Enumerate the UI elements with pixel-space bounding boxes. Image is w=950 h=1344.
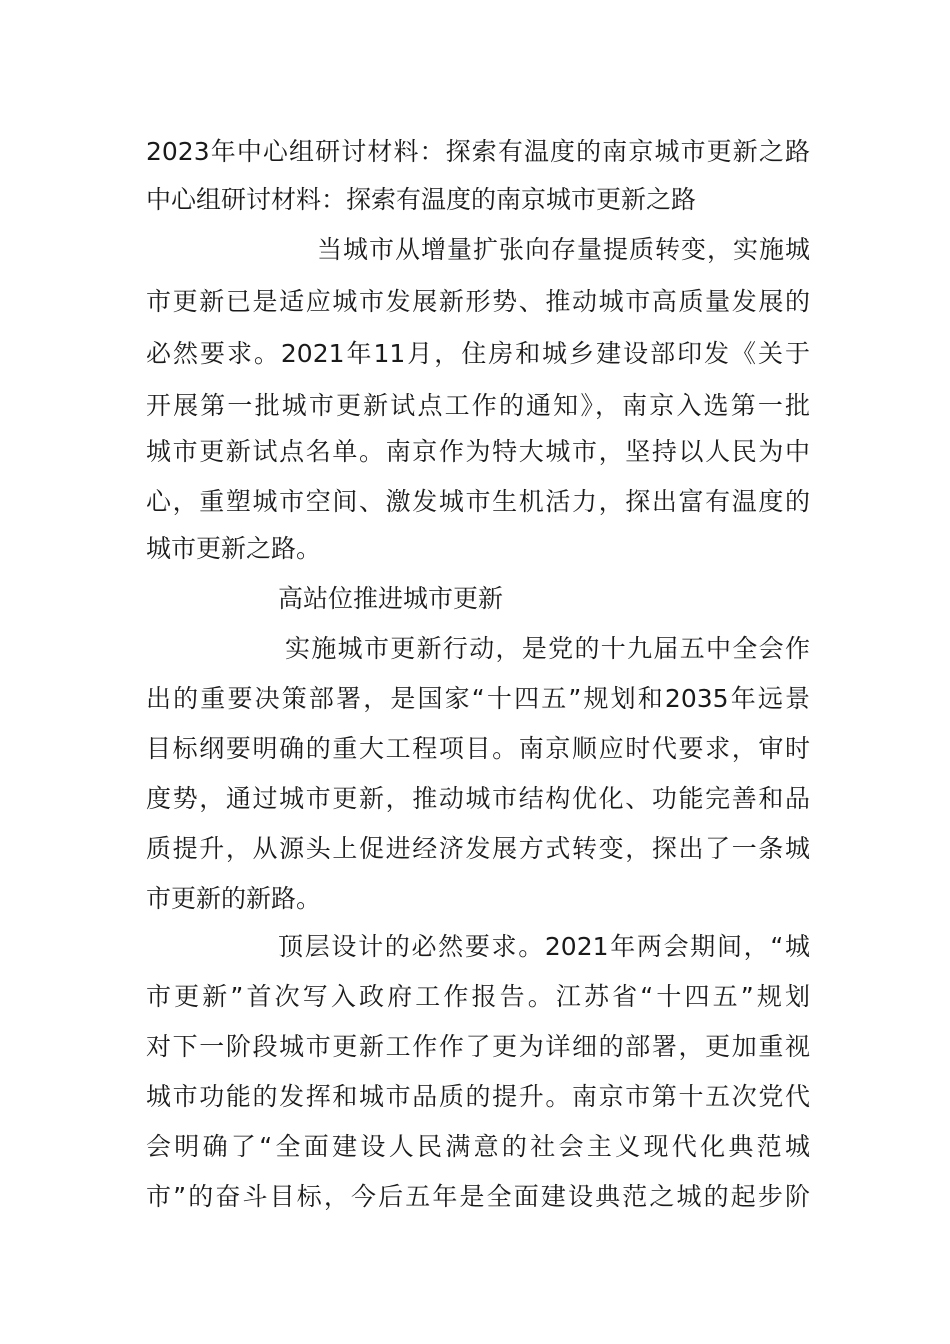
paragraph-line: 城市更新试点名单。南京作为特大城市，坚持以人民为中 — [146, 437, 810, 466]
paragraph-line: 会明确了“全面建设人民满意的社会主义现代化典范城 — [146, 1132, 810, 1161]
paragraph-line: 城市更新之路。 — [146, 534, 322, 563]
paragraph-line: 出的重要决策部署，是国家“十四五”规划和2035年远景 — [146, 684, 810, 713]
paragraph-line: 当城市从增量扩张向存量提质转变，实施城 — [317, 235, 810, 264]
paragraph-line: 度势，通过城市更新，推动城市结构优化、功能完善和品 — [146, 784, 810, 813]
paragraph-line: 心，重塑城市空间、激发城市生机活力，探出富有温度的 — [146, 487, 810, 516]
document-subtitle: 中心组研讨材料：探索有温度的南京城市更新之路 — [146, 185, 697, 214]
paragraph-line: 城市功能的发挥和城市品质的提升。南京市第十五次党代 — [146, 1082, 810, 1111]
paragraph-line: 顶层设计的必然要求。2021年两会期间，“城 — [278, 932, 810, 961]
document-title: 2023年中心组研讨材料：探索有温度的南京城市更新之路 — [146, 137, 810, 166]
paragraph-line: 对下一阶段城市更新工作作了更为详细的部署，更加重视 — [146, 1032, 810, 1061]
paragraph-line: 市更新的新路。 — [146, 884, 322, 913]
paragraph-line: 市”的奋斗目标，今后五年是全面建设典范之城的起步阶 — [146, 1182, 810, 1211]
paragraph-line: 必然要求。2021年11月，住房和城乡建设部印发《关于 — [146, 339, 810, 368]
section-heading: 高站位推进城市更新 — [278, 584, 504, 613]
paragraph-line: 质提升，从源头上促进经济发展方式转变，探出了一条城 — [146, 834, 810, 863]
paragraph-line: 实施城市更新行动，是党的十九届五中全会作 — [285, 634, 810, 663]
paragraph-line: 市更新”首次写入政府工作报告。江苏省“十四五”规划 — [146, 982, 810, 1011]
paragraph-line: 目标纲要明确的重大工程项目。南京顺应时代要求，审时 — [146, 734, 810, 763]
paragraph-line: 市更新已是适应城市发展新形势、推动城市高质量发展的 — [146, 287, 810, 316]
paragraph-line: 开展第一批城市更新试点工作的通知》，南京入选第一批 — [146, 391, 810, 420]
